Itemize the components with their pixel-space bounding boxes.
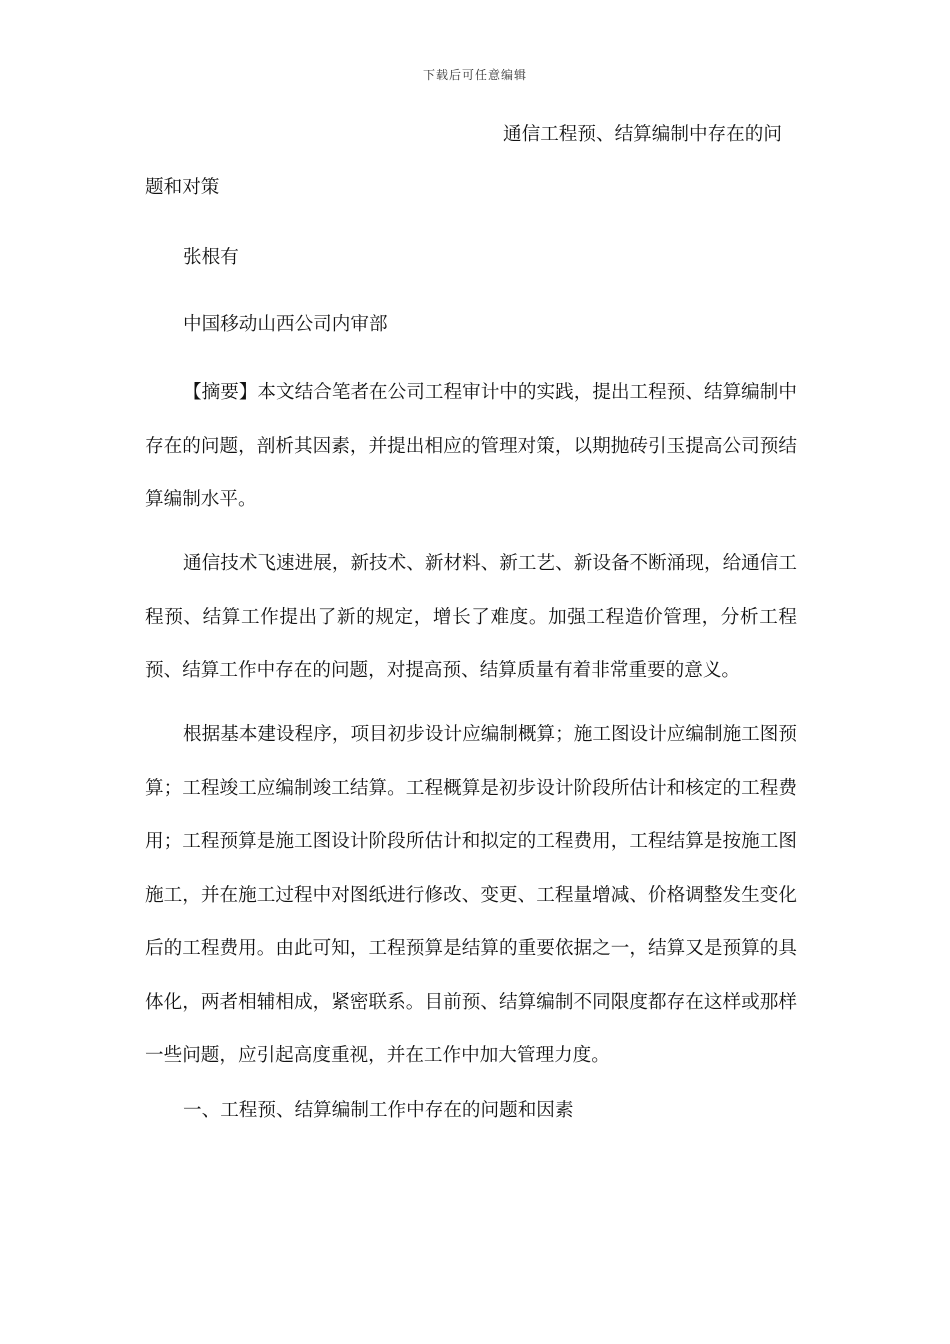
author-affiliation: 中国移动山西公司内审部 — [183, 314, 388, 335]
abstract-paragraph: 【摘要】本文结合笔者在公司工程审计中的实践，提出工程预、结算编制中存在的问题，剖析其因素，并提出相应的管理对策，以期抛砖引玉提高公司预结算编制水平。 — [145, 382, 797, 510]
title-line-2: 题和对策 — [145, 177, 220, 198]
title-line-1: 通信工程预、结算编制中存在的问 — [503, 124, 782, 145]
author-name: 张根有 — [183, 247, 239, 268]
section-heading: 一、工程预、结算编制工作中存在的问题和因素 — [183, 1100, 574, 1121]
body-paragraph-1: 通信技术飞速进展，新技术、新材料、新工艺、新设备不断涌现，给通信工程预、结算工作提出了新的规定，增长了难度。加强工程造价管理，分析工程预、结算工作中存在的问题，对提高预、结算质量有着非常重要的意义。 — [145, 553, 797, 681]
body-paragraph-2: 根据基本建设程序，项目初步设计应编制概算；施工图设计应编制施工图预算；工程竣工应编制竣工结算。工程概算是初步设计阶段所估计和核定的工程费用；工程预算是施工图设计阶段所估计和拟定的工程费用，工程结算是按施工图施工，并在施工过程中对图纸进行修改、变更、工程量增减、价格调整发生变化后的工程费用。由此可知，工程预算是结算的重要依据之一，结算又是预算的具体化，两者相辅相成，紧密联系。目前预、结算编制不同限度都存在这样或那样一些问题，应引起高度重视，并在工作中加大管理力度。 — [145, 724, 797, 1066]
page-header-note: 下载后可任意编辑 — [422, 68, 527, 82]
